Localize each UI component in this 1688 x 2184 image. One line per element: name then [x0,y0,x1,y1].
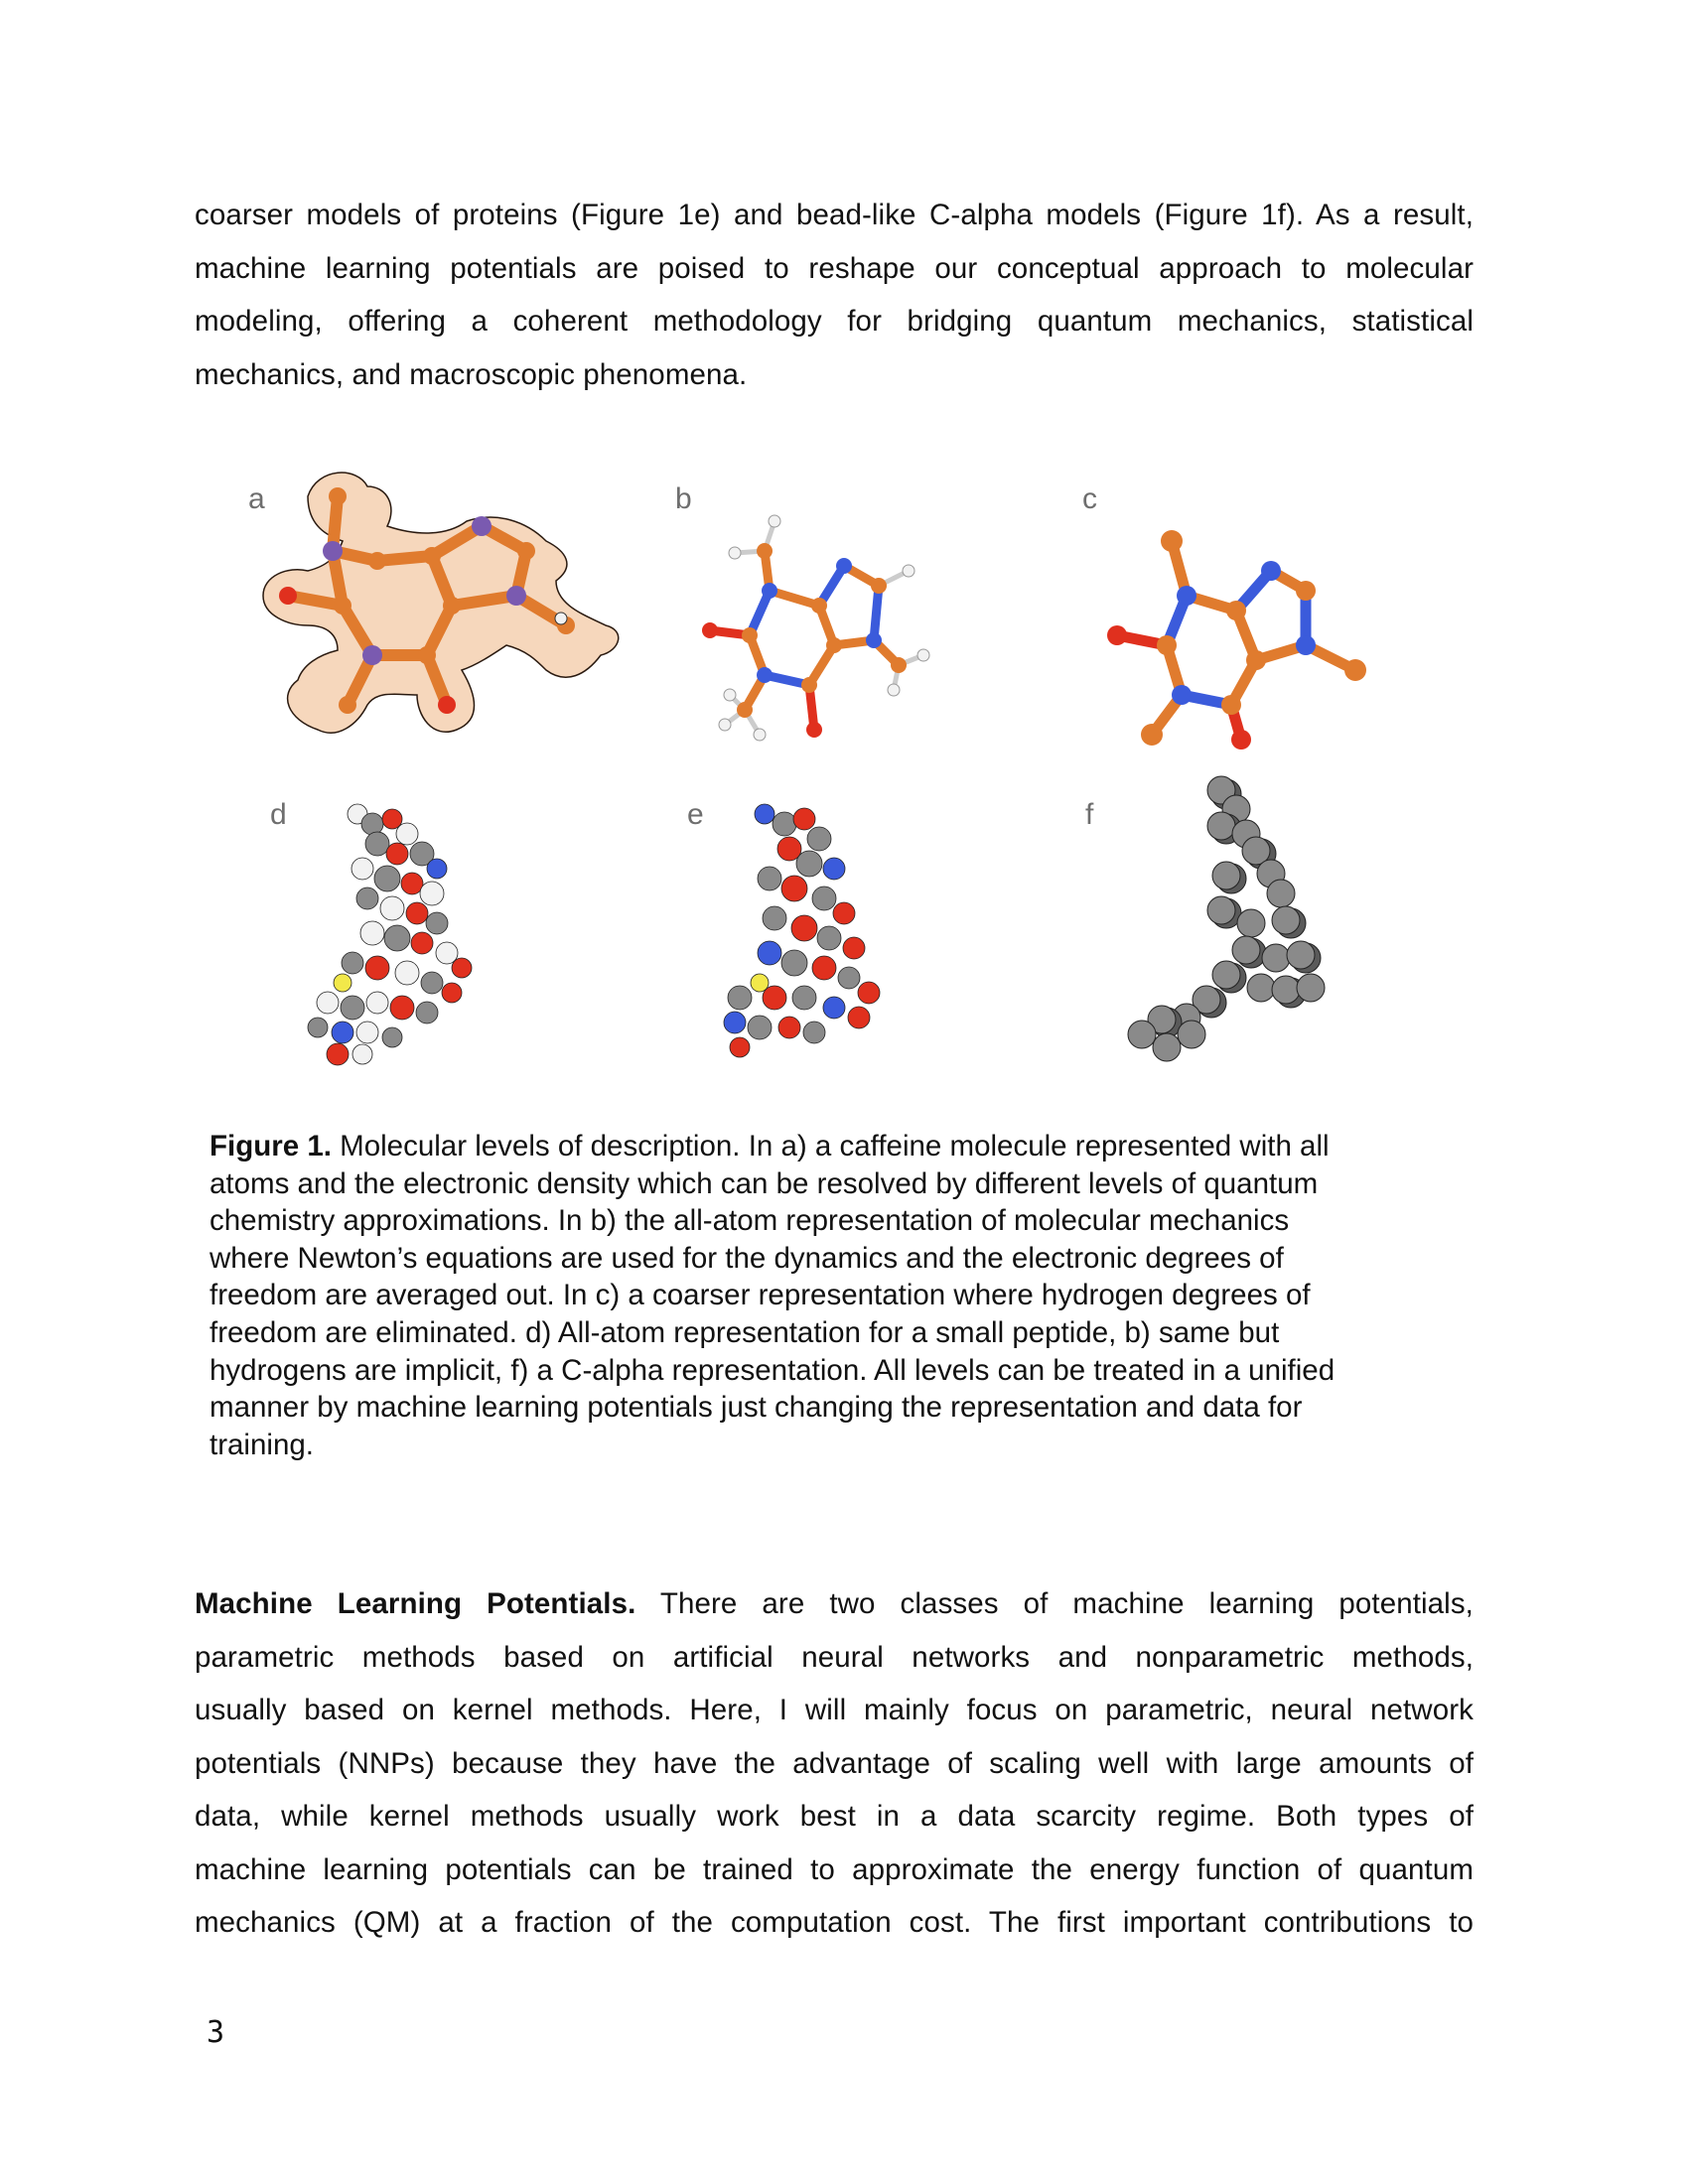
text-line: modeling, offering a coherent methodology for bridging quantum mechanics, statistical [195,305,1474,338]
text-line: machine learning potentials can be trained to approximate the energy function of quantum [195,1852,1474,1886]
text-line: data, while kernel methods usually work best in a data scarcity regime. Both types of [195,1800,1474,1833]
figure-caption [210,1128,1520,1463]
text-line: mechanics, and macroscopic phenomena. [195,357,748,391]
caffeine-density-image [248,457,645,754]
panel-label-c: c [1082,482,1097,515]
text-line: coarser models of proteins (Figure 1e) and bead-like C-alpha models (Figure 1f). As a result, [195,199,1474,231]
caption-title: Figure 1. [210,1130,332,1162]
text-line: parametric methods based on artificial neural networks and nonparametric methods, [195,1640,1474,1674]
c-alpha-beads-image [1112,774,1350,1072]
caption-line: hydrogens are implicit, f) a C-alpha representation. All levels can be treated in a unified [210,1353,1336,1387]
text-line: usually based on kernel methods. Here, I will mainly focus on parametric, neural network [195,1694,1474,1726]
panel-label-f: f [1085,798,1094,831]
page-number: 3 [207,2015,225,2050]
caffeine-heavy-atom-image [1072,496,1410,754]
caption-line: manner by machine learning potentials just changing the representation and data for [210,1391,1303,1425]
caption-line: atoms and the electronic density which can be resolved by different levels of quantum [210,1166,1319,1200]
text-line [195,1577,1474,1631]
text-line: mechanics (QM) at a fraction of the computation cost. The first important contributions to [195,1906,1474,1939]
ml-potentials-paragraph [195,1577,1474,1950]
panel-label-a: a [248,482,265,515]
caption-line: chemistry approximations. In b) the all-atom representation of molecular mechanics [210,1204,1290,1238]
panel-label-b: b [675,482,692,515]
figure-1 [218,437,1430,1092]
caption-line: where Newton’s equations are used for the dynamics and the electronic degrees of [210,1241,1284,1275]
text-span: There are two classes of machine learning potentials, [635,1587,1474,1620]
caffeine-all-atom-image [685,496,1003,754]
caption-line [210,1128,1520,1165]
caption-line: freedom are averaged out. In c) a coarser representation where hydrogen degrees of [210,1279,1311,1312]
intro-paragraph [195,189,1474,401]
text-line: machine learning potentials are poised to reshape our conceptual approach to molecular [195,251,1474,285]
peptide-implicit-hydrogen-image [715,794,943,1072]
peptide-all-atom-image [298,794,526,1072]
section-heading: Machine Learning Potentials. [195,1587,636,1620]
panel-label-d: d [270,798,287,831]
caption-text: Molecular levels of description. In a) a caffeine molecule represented with all [331,1130,1330,1162]
caption-line: training. [210,1428,314,1461]
caption-line: freedom are eliminated. d) All-atom representation for a small peptide, b) same but [210,1315,1280,1349]
panel-label-e: e [687,798,704,831]
text-line: potentials (NNPs) because they have the advantage of scaling well with large amounts of [195,1746,1474,1780]
